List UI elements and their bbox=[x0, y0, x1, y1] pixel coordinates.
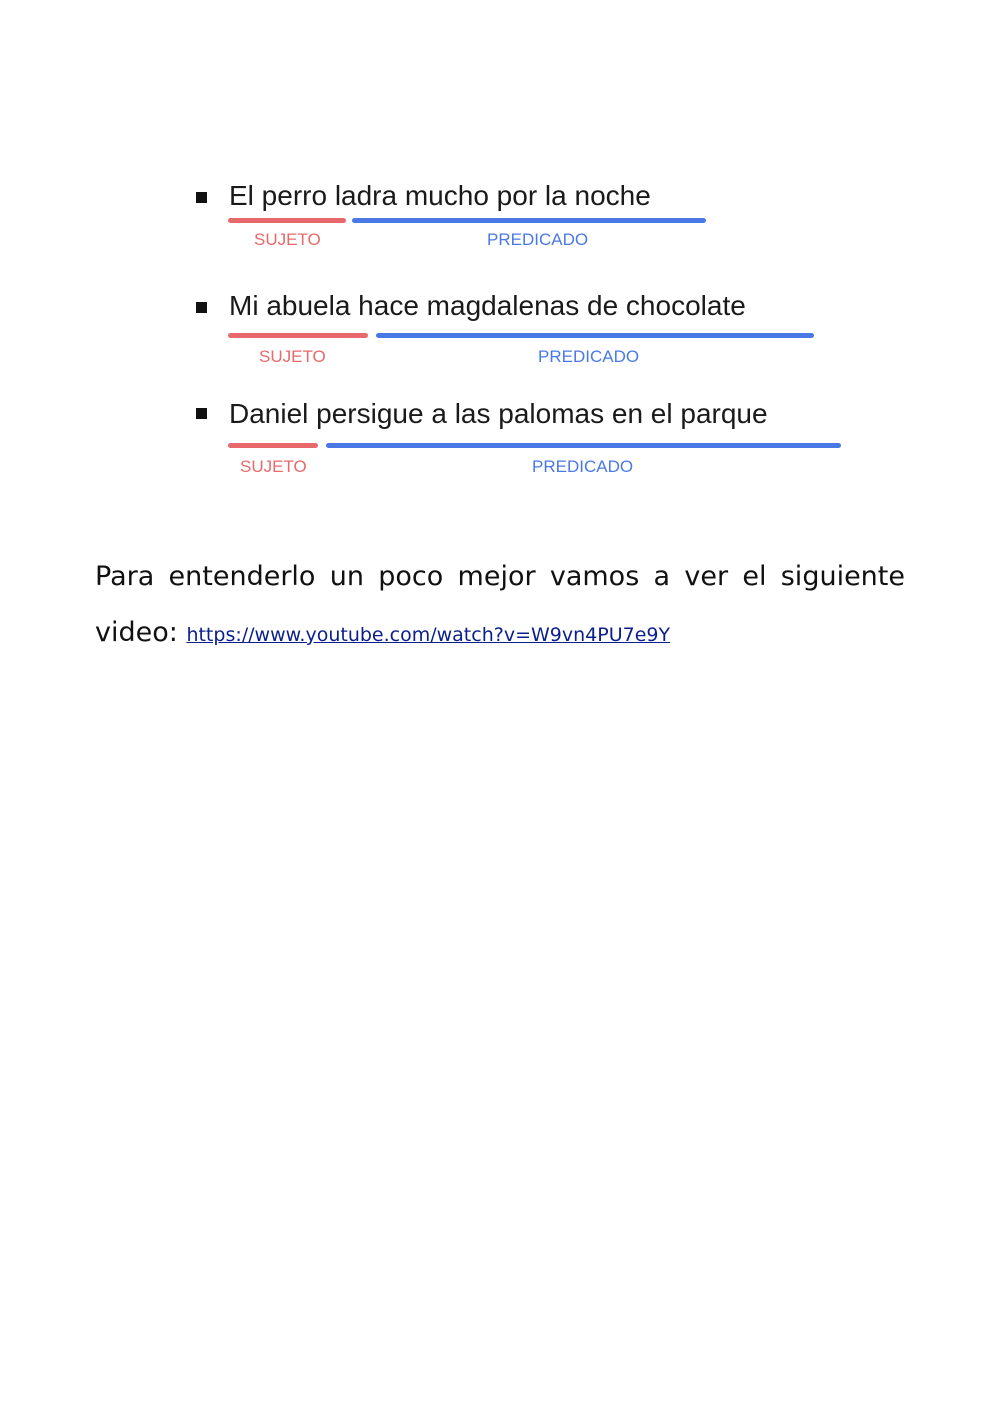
sentence-text: El perro ladra mucho por la noche bbox=[229, 180, 651, 211]
subject-label: SUJETO bbox=[254, 230, 321, 249]
bullet-square-icon bbox=[196, 302, 207, 313]
predicate-label: PREDICADO bbox=[538, 347, 640, 366]
intro-paragraph-line: Para entenderlo un poco mejor vamos a ver el siguiente bbox=[95, 561, 905, 592]
subject-underline bbox=[228, 333, 368, 338]
predicate-label: PREDICADO bbox=[487, 230, 589, 249]
predicate-underline bbox=[376, 333, 814, 338]
subject-label: SUJETO bbox=[240, 457, 307, 476]
sentence-2 bbox=[0, 280, 1000, 380]
bullet-square-icon bbox=[196, 192, 207, 203]
youtube-video-link[interactable]: https://www.youtube.com/watch?v=W9vn4PU7e9Y bbox=[186, 624, 671, 646]
sentence-3 bbox=[0, 390, 1000, 490]
bullet-square-icon bbox=[196, 408, 207, 419]
sentence-text: Daniel persigue a las palomas en el parque bbox=[229, 398, 768, 429]
subject-label: SUJETO bbox=[259, 347, 326, 366]
predicate-label: PREDICADO bbox=[532, 457, 634, 476]
video-line bbox=[95, 609, 670, 659]
sentence-1 bbox=[0, 170, 1000, 270]
predicate-underline bbox=[352, 218, 706, 223]
sentence-text: Mi abuela hace magdalenas de chocolate bbox=[229, 290, 746, 321]
subject-underline bbox=[228, 443, 318, 448]
subject-underline bbox=[228, 218, 346, 223]
video-prefix-text: video: bbox=[95, 617, 187, 648]
predicate-underline bbox=[326, 443, 841, 448]
